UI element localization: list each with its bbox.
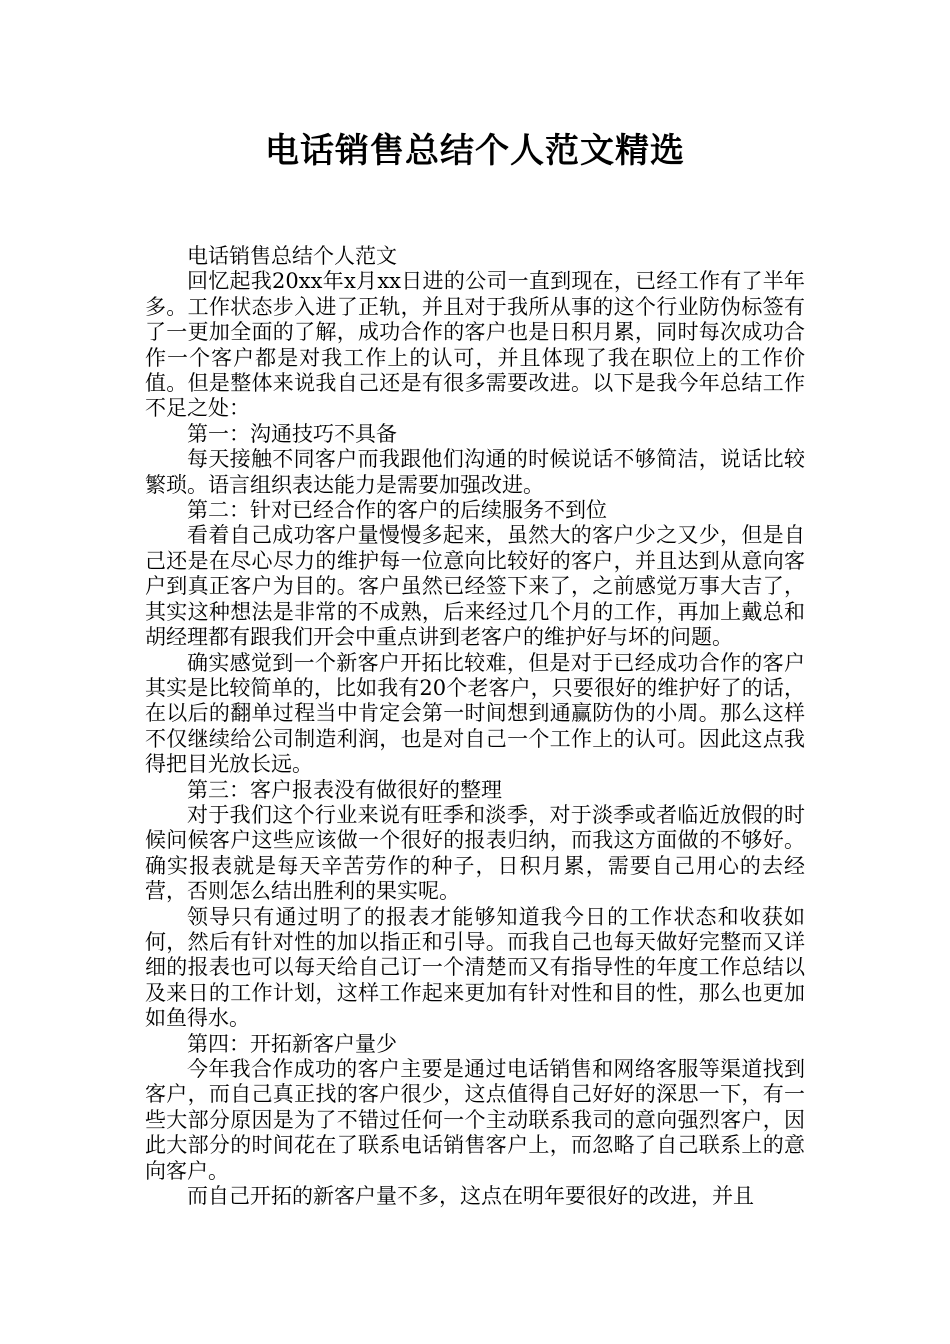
section-heading: 第三：客户报表没有做很好的整理 [187,777,502,802]
section-heading: 第二：针对已经合作的客户的后续服务不到位 [187,498,607,523]
document-body [145,244,805,1209]
paragraph-intro: 电话销售总结个人范文 [187,244,397,268]
section-heading: 第四：开拓新客户量少 [187,1031,397,1056]
paragraph: 而自己开拓的新客户量不多，这点在明年要很好的改进，并且 [187,1184,754,1209]
paragraph: 看着自己成功客户量慢慢多起来，虽然大的客户少之又少，但是自己还是在尽心尽力的维护每一位意向比较好的客户，并且达到从意向客户到真正客户为目的。客户虽然已经签下来了，之前感觉万事大吉了，其实这种想法是非常的不成熟，后来经过几个月的工作，再加上戴总和胡经理都有跟我们开会中重点讲到老客户的维护好与坏的问题。 [145,523,805,650]
section-heading: 第一：沟通技巧不具备 [187,421,397,446]
paragraph: 确实感觉到一个新客户开拓比较难，但是对于已经成功合作的客户其实是比较简单的，比如我有20个老客户，只要很好的维护好了的话，在以后的翻单过程当中肯定会第一时间想到通赢防伪的小周。那么这样不仅继续给公司制造利润，也是对自己一个工作上的认可。因此这点我得把目光放长远。 [145,650,805,777]
paragraph: 回忆起我20xx年x月xx日进的公司一直到现在，已经工作有了半年多。工作状态步入进了正轨，并且对于我所从事的这个行业防伪标签有了一更加全面的了解，成功合作的客户也是日积月累，同时每次成功合作一个客户都是对我工作上的认可，并且体现了我在职位上的工作价值。但是整体来说我自己还是有很多需要改进。以下是我今年总结工作不足之处： [145,269,805,421]
paragraph: 今年我合作成功的客户主要是通过电话销售和网络客服等渠道找到客户，而自己真正找的客户很少，这点值得自己好好的深思一下，有一些大部分原因是为了不错过任何一个主动联系我司的意向强烈客户，因此大部分的时间花在了联系电话销售客户上，而忽略了自己联系上的意向客户。 [145,1057,805,1183]
paragraph: 每天接触不同客户而我跟他们沟通的时候说话不够简洁，说话比较繁琐。语言组织表达能力是需要加强改进。 [145,447,805,497]
paragraph: 对于我们这个行业来说有旺季和淡季，对于淡季或者临近放假的时候问候客户这些应该做一个很好的报表归纳，而我这方面做的不够好。确实报表就是每天辛苦劳作的种子，日积月累，需要自己用心的去经营，否则怎么结出胜利的果实呢。 [145,802,805,904]
paragraph: 领导只有通过明了的报表才能够知道我今日的工作状态和收获如何，然后有针对性的加以指正和引导。而我自己也每天做好完整而又详细的报表也可以每天给自己订一个清楚而又有指导性的年度工作总结以及来日的工作计划，这样工作起来更加有针对性和目的性，那么也更加如鱼得水。 [145,904,805,1031]
document-title: 电话销售总结个人范文精选 [265,131,685,171]
